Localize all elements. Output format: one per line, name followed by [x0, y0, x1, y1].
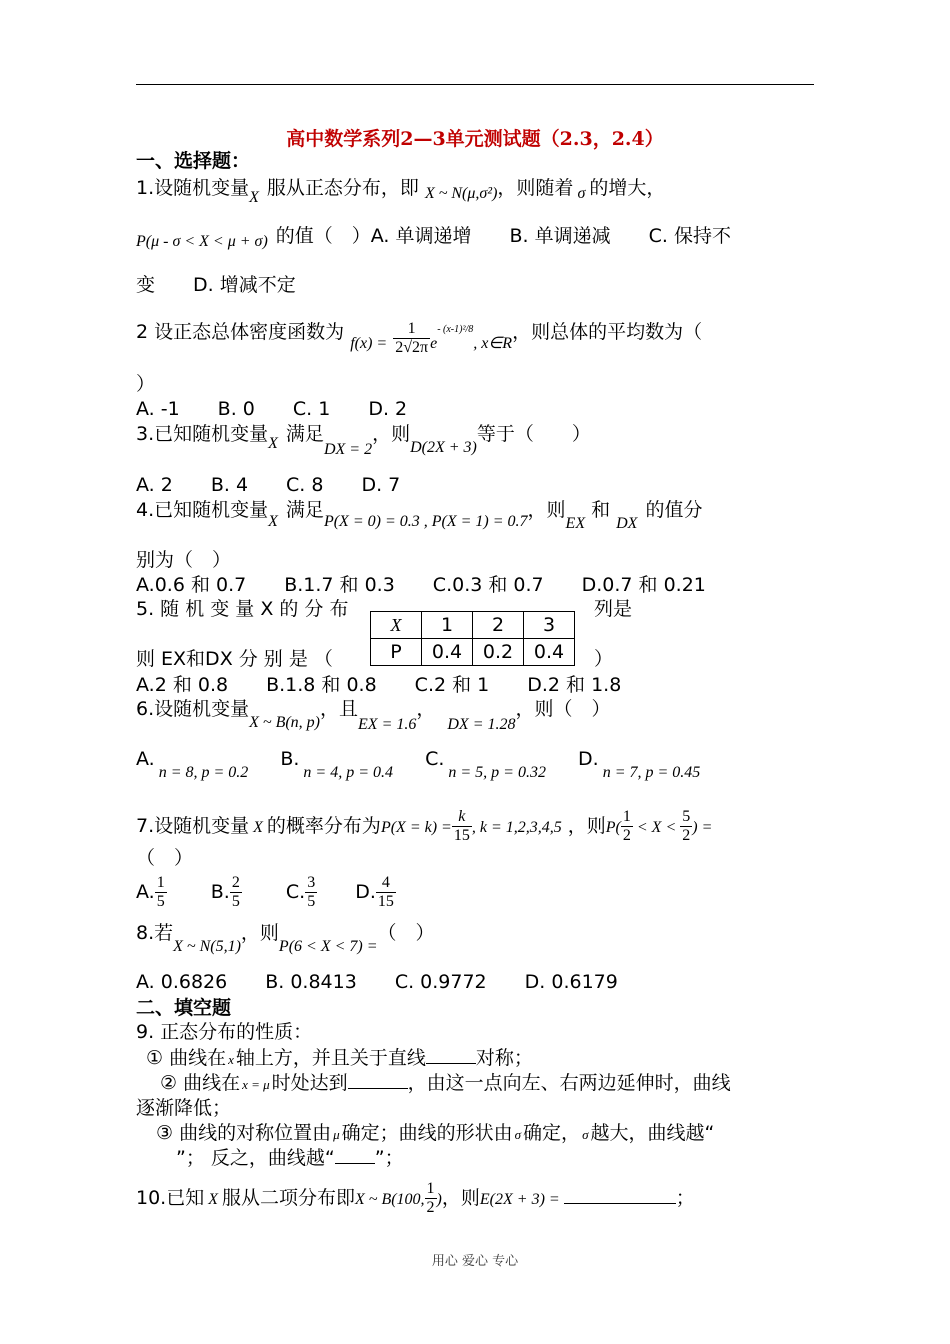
- q9-l4-sigma-2: σ: [582, 1127, 589, 1142]
- section-fill-heading: 二、填空题: [136, 997, 232, 1019]
- q6-comma: ，: [416, 698, 436, 720]
- question-8-line-1: [136, 921, 435, 955]
- q9-l2-text-3: ，由这一点向左、右两边延伸时，曲线: [407, 1072, 731, 1094]
- q7-var: X: [253, 819, 263, 836]
- table-cell: X: [371, 612, 422, 639]
- table-cell: 0.2: [473, 639, 524, 666]
- question-6-line-1: [136, 697, 611, 733]
- question-9-property-3-cont: [176, 1146, 404, 1170]
- q7-a-num: 1: [156, 874, 165, 891]
- q8-normal: X ~ N(5,1): [173, 938, 241, 955]
- q7-five-den: 2: [682, 827, 691, 844]
- q9-l4-text: ③ 曲线的对称位置由: [156, 1122, 332, 1144]
- q7-half-den: 2: [622, 827, 631, 844]
- q7-text-2: 的概率分布为: [266, 815, 381, 837]
- q2-text-2: ，则总体的平均数为（: [512, 321, 703, 343]
- q2-den: 2√2π: [395, 339, 429, 356]
- question-1-line-1: [136, 176, 666, 206]
- q7-half-fraction: [621, 808, 633, 845]
- q1-text-3: ，则随着: [497, 177, 574, 199]
- q9-l1-text-2: 轴上方，并且关于直线: [235, 1047, 426, 1069]
- q2-text: 2 设正态总体密度函数为: [136, 321, 345, 343]
- q9-l4-text-2: 确定；曲线的形状由: [341, 1122, 513, 1144]
- q1-options: 的值（ ）A. 单调递增 B. 单调递减 C. 保持不: [275, 225, 731, 247]
- q2-fx: f(x) =: [350, 335, 388, 352]
- question-8-options: A. 0.6826 B. 0.8413 C. 0.9772 D. 0.6179: [136, 971, 618, 993]
- q3-dx: DX = 2: [323, 441, 373, 458]
- question-9-line-1: 9. 正态分布的性质：: [136, 1021, 313, 1043]
- q10-num: 1: [426, 1180, 435, 1197]
- q1-text-2: 服从正态分布，即: [266, 177, 419, 199]
- q10-text-3: ，则: [441, 1187, 480, 1209]
- q9-blank-1[interactable]: [426, 1063, 476, 1064]
- q6-text: 6.设随机变量: [136, 698, 250, 720]
- q8-text-3: （ ）: [377, 922, 435, 944]
- question-7-line-1: [136, 808, 712, 845]
- q7-pmf-left: P(X = k) =: [380, 819, 452, 836]
- q9-blank-2[interactable]: [348, 1088, 408, 1089]
- q1-sigma: σ: [577, 185, 586, 202]
- q7-option-a-fraction: [155, 874, 167, 911]
- question-7-options: [136, 874, 396, 911]
- table-cell: 2: [473, 612, 524, 639]
- table-cell: 1: [422, 612, 473, 639]
- question-2-line-1: [136, 314, 703, 356]
- table-row: [371, 639, 575, 666]
- q7-p-close: ) =: [692, 819, 713, 836]
- question-5-line-2: 则 EX和DX 分 别 是 （: [136, 648, 333, 670]
- q7-pmf-fraction: [452, 808, 472, 845]
- q3-d-expr: D(2X + 3): [410, 439, 477, 456]
- q7-c-den: 5: [307, 893, 316, 910]
- q7-five-num: 5: [682, 808, 691, 825]
- q3-text-3: ，则: [372, 423, 411, 445]
- q7-option-b-fraction: [230, 874, 242, 911]
- question-5-line-1: 5. 随 机 变 量 X 的 分 布: [136, 598, 349, 620]
- question-6-options: [136, 747, 701, 781]
- q7-option-d: D.: [355, 881, 376, 903]
- q9-l4-text-4: 越大，曲线越“: [590, 1122, 715, 1144]
- q6-option-b-value: n = 4, p = 0.4: [303, 764, 394, 781]
- q10-text: 10.已知: [136, 1187, 205, 1209]
- question-4-options: A.0.6 和 0.7 B.1.7 和 0.3 C.0.3 和 0.7 D.0.7 和 0.21: [136, 574, 706, 596]
- page-footer: 用心 爱心 专心: [431, 1254, 519, 1269]
- q9-l4-mu: μ: [333, 1127, 340, 1142]
- q4-text-4: 的值分: [645, 499, 703, 521]
- q10-text-2: 服从二项分布即: [222, 1187, 356, 1209]
- q7-five-half-fraction: [680, 808, 692, 845]
- q7-d-num: 4: [376, 874, 396, 893]
- q4-text-3: ，则: [527, 499, 566, 521]
- q9-l1-x: x: [228, 1052, 234, 1067]
- q3-text-2: 满足: [285, 423, 324, 445]
- q10-binomial: X ~ B(100,: [355, 1191, 425, 1208]
- q9-l2-x-mu: x = μ: [242, 1077, 270, 1092]
- section-choice-heading: 一、选择题：: [136, 150, 251, 172]
- q3-text-4: 等于（ ）: [476, 423, 591, 445]
- q10-den: 2: [426, 1199, 435, 1216]
- q7-text: 7.设随机变量: [136, 815, 250, 837]
- q7-k-range: , k = 1,2,3,4,5: [471, 819, 562, 836]
- q6-option-d: D.: [578, 748, 599, 770]
- q7-option-d-fraction: [376, 874, 396, 911]
- q9-l2-text-2: 时处达到: [271, 1072, 348, 1094]
- distribution-table: [370, 611, 575, 666]
- q9-l5-text: ”； 反之，曲线越“: [176, 1147, 335, 1169]
- q2-exp-base: e: [430, 335, 438, 352]
- table-cell: P: [371, 639, 422, 666]
- q7-text-3: ，则: [567, 815, 606, 837]
- q9-l4-sigma: σ: [514, 1127, 522, 1142]
- q6-option-d-value: n = 7, p = 0.45: [602, 764, 701, 781]
- q10-fraction: [425, 1180, 437, 1217]
- question-1-line-3: 变 D. 增减不定: [136, 274, 296, 296]
- question-3-options: A. 2 B. 4 C. 8 D. 7: [136, 474, 401, 496]
- q2-exponent: - (x-1)²/8: [437, 324, 474, 335]
- q6-ex: EX = 1.6: [358, 716, 417, 733]
- question-5-line-1-tail: 列是: [594, 598, 633, 620]
- question-9-property-2: [160, 1071, 731, 1097]
- question-5-options: A.2 和 0.8 B.1.8 和 0.8 C.2 和 1 D.2 和 1.8: [136, 674, 622, 696]
- q6-option-a: A.: [136, 748, 155, 770]
- table-cell: 0.4: [524, 639, 575, 666]
- question-3-line-1: [136, 422, 591, 458]
- q3-var: X: [268, 435, 278, 452]
- q6-text-3: ，则（ ）: [515, 698, 611, 720]
- q6-text-2: ，且: [320, 698, 359, 720]
- q7-option-c: C.: [285, 881, 306, 903]
- q4-ex: EX: [565, 515, 586, 532]
- question-2-options: A. -1 B. 0 C. 1 D. 2: [136, 398, 408, 420]
- question-9-property-2-cont: 逐渐降低；: [136, 1097, 232, 1119]
- q2-domain: , x∈R: [473, 335, 513, 352]
- q7-d-den: 15: [377, 893, 394, 910]
- q4-and: 和: [591, 499, 611, 521]
- q9-l2-text: ② 曲线在: [160, 1072, 241, 1094]
- table-cell: 0.4: [422, 639, 473, 666]
- q1-var-x: X: [249, 189, 259, 206]
- page-title: 高中数学系列2—3单元测试题（2.3，2.4）: [286, 128, 664, 150]
- q9-l1-text: ① 曲线在: [146, 1047, 227, 1069]
- q7-option-a: A.: [136, 881, 155, 903]
- q10-binomial-close: ): [436, 1191, 442, 1208]
- question-10-line-1: [136, 1180, 695, 1217]
- q8-prob: P(6 < X < 7) =: [278, 938, 378, 955]
- q7-half-num: 1: [622, 808, 631, 825]
- question-4-line-2: 别为（ ）: [136, 549, 232, 571]
- q2-num: 1: [393, 320, 430, 339]
- q6-option-c: C.: [425, 748, 445, 770]
- q4-prob-expr: P(X = 0) = 0.3 , P(X = 1) = 0.7: [323, 513, 528, 530]
- q7-k: k: [452, 808, 472, 827]
- q7-option-c-fraction: [305, 874, 317, 911]
- q6-option-a-value: n = 8, p = 0.2: [158, 764, 249, 781]
- q9-l1-text-3: 对称；: [475, 1047, 533, 1069]
- question-5-line-2-tail: ）: [594, 648, 614, 670]
- q10-var: X: [208, 1191, 218, 1208]
- q6-binomial: X ~ B(n, p): [249, 714, 320, 731]
- q10-blank[interactable]: [564, 1203, 676, 1204]
- q1-prob-expr: P(μ - σ < X < μ + σ): [136, 233, 268, 250]
- question-9-property-1: [146, 1046, 533, 1072]
- q4-dx: DX: [616, 515, 638, 532]
- q7-option-b: B.: [210, 881, 230, 903]
- q4-var: X: [268, 513, 278, 530]
- q6-option-b: B.: [280, 748, 300, 770]
- q1-text-4: 的增大，: [589, 177, 666, 199]
- q7-a-den: 5: [156, 893, 165, 910]
- q6-option-c-value: n = 5, p = 0.32: [448, 764, 546, 781]
- q7-p-open: P(: [605, 819, 621, 836]
- question-4-line-1: [136, 498, 703, 532]
- question-9-property-3: [156, 1121, 714, 1147]
- q9-l4-text-3: 确定，: [523, 1122, 581, 1144]
- top-rule: [136, 84, 814, 85]
- q7-b-den: 5: [231, 893, 240, 910]
- q3-text: 3.已知随机变量: [136, 423, 269, 445]
- q1-normal-expr: X ~ N(μ,σ²): [424, 185, 498, 202]
- q4-text: 4.已知随机变量: [136, 499, 269, 521]
- q8-text-2: ，则: [240, 922, 279, 944]
- q7-c-num: 3: [307, 874, 316, 891]
- q7-b-num: 2: [231, 874, 240, 891]
- q7-inequality: < X <: [636, 819, 677, 836]
- table-row: [371, 612, 575, 639]
- q7-15: 15: [453, 827, 470, 844]
- question-2-line-2: ）: [136, 373, 156, 395]
- question-7-line-2: （ ）: [136, 847, 194, 869]
- table-cell: 3: [524, 612, 575, 639]
- q2-fraction: [393, 320, 430, 357]
- q10-semicolon: ；: [675, 1187, 695, 1209]
- q8-text: 8.若: [136, 922, 174, 944]
- question-1-line-2: [136, 224, 731, 250]
- q1-text: 1.设随机变量: [136, 177, 250, 199]
- q9-blank-3[interactable]: [335, 1163, 375, 1164]
- q4-text-2: 满足: [285, 499, 324, 521]
- q6-dx: DX = 1.28: [447, 716, 516, 733]
- q10-expectation: E(2X + 3) =: [479, 1191, 560, 1208]
- q9-l5-text-2: ”；: [374, 1147, 404, 1169]
